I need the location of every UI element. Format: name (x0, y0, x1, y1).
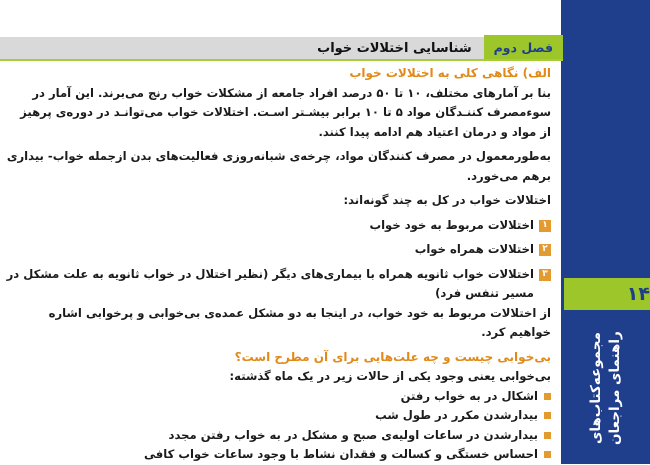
square-bullet-icon (544, 393, 551, 400)
page-number: ۱۴ (564, 278, 650, 310)
bullet-text: اشکال در به خواب رفتن (400, 388, 538, 403)
bullet-text: بیدارشدن در ساعات اولیه‌ی صبح و مشکل در به خواب رفتن مجدد (168, 427, 538, 442)
bullet-text: احساس خستگی و کسالت و فقدان نشاط با وجود ساعات خواب کافی (143, 447, 538, 461)
list-item-text: اختلالات همراه خواب (414, 242, 534, 256)
square-bullet-icon (544, 432, 551, 439)
chapter-title: شناسایی اختلالات خواب (317, 40, 472, 56)
bullet-item (6, 445, 551, 465)
chapter-header (0, 37, 563, 61)
square-bullet-icon (544, 412, 551, 419)
series-title: مجموعه‌کتاب‌های راهنمای مراجعان (588, 331, 623, 445)
chapter-tag: فصل دوم (484, 35, 563, 59)
section-b-title: بی‌خوابی چیست و چه علت‌هایی برای آن مطرح است؟ (234, 349, 551, 364)
bullet-item (6, 387, 551, 407)
bullet-item (6, 406, 551, 426)
number-badge: ۲ (539, 244, 551, 256)
list-item (6, 240, 551, 260)
bullet-item (6, 426, 551, 446)
paragraph-3: اختلالات خواب در کل به چند گونه‌اند: (343, 193, 551, 207)
list-item (6, 265, 551, 304)
paragraph-1: بنا بر آمارهای مختلف، ۱۰ تا ۵۰ درصد افراد جامعه از مشکلات خواب رنج می‌برند. این آمار در سوءمصرف کننـدگان مواد ۵ تا ۱۰ برابر بیشـتر اسـت. اختلالات خواب می‌توانـد در دوره‌ی پرهیز از مواد و درمان اعتیاد هم ادامه پیدا کنند. (20, 85, 551, 139)
list-item-text: اختلالات خواب ثانویه همراه با بیماری‌های دیگر (نظیر اختلال در خواب ثانویه به علت مشکل در مسیر تنفس فرد) (6, 266, 534, 300)
page-body (6, 64, 551, 465)
list-item-text: اختلالات مربوط به خود خواب (369, 217, 534, 232)
number-badge: ۳ (539, 269, 551, 281)
closing-paragraph: از اختلالات مربوط به خود خواب، در اینجا به دو مشکل عمده‌ی بی‌خوابی و پرخوابی اشاره خواهیم کرد. (48, 305, 551, 339)
bullet-text: بیدارشدن مکرر در طول شب (375, 408, 538, 422)
number-badge: ۱ (539, 220, 551, 232)
list-item (6, 216, 551, 236)
square-bullet-icon (544, 451, 551, 458)
paragraph-2: به‌طورمعمول در مصرف کنندگان مواد، چرخه‌ی شبانه‌روزی فعالیت‌های بدن ازجمله خواب- بیداری برهم می‌خورد. (6, 149, 551, 183)
section-b-intro: بی‌خوابی یعنی وجود یکی از حالات زیر در یک ماه گذشته: (229, 369, 551, 383)
section-a-title: الف) نگاهی کلی به اختلالات خواب (349, 66, 551, 80)
